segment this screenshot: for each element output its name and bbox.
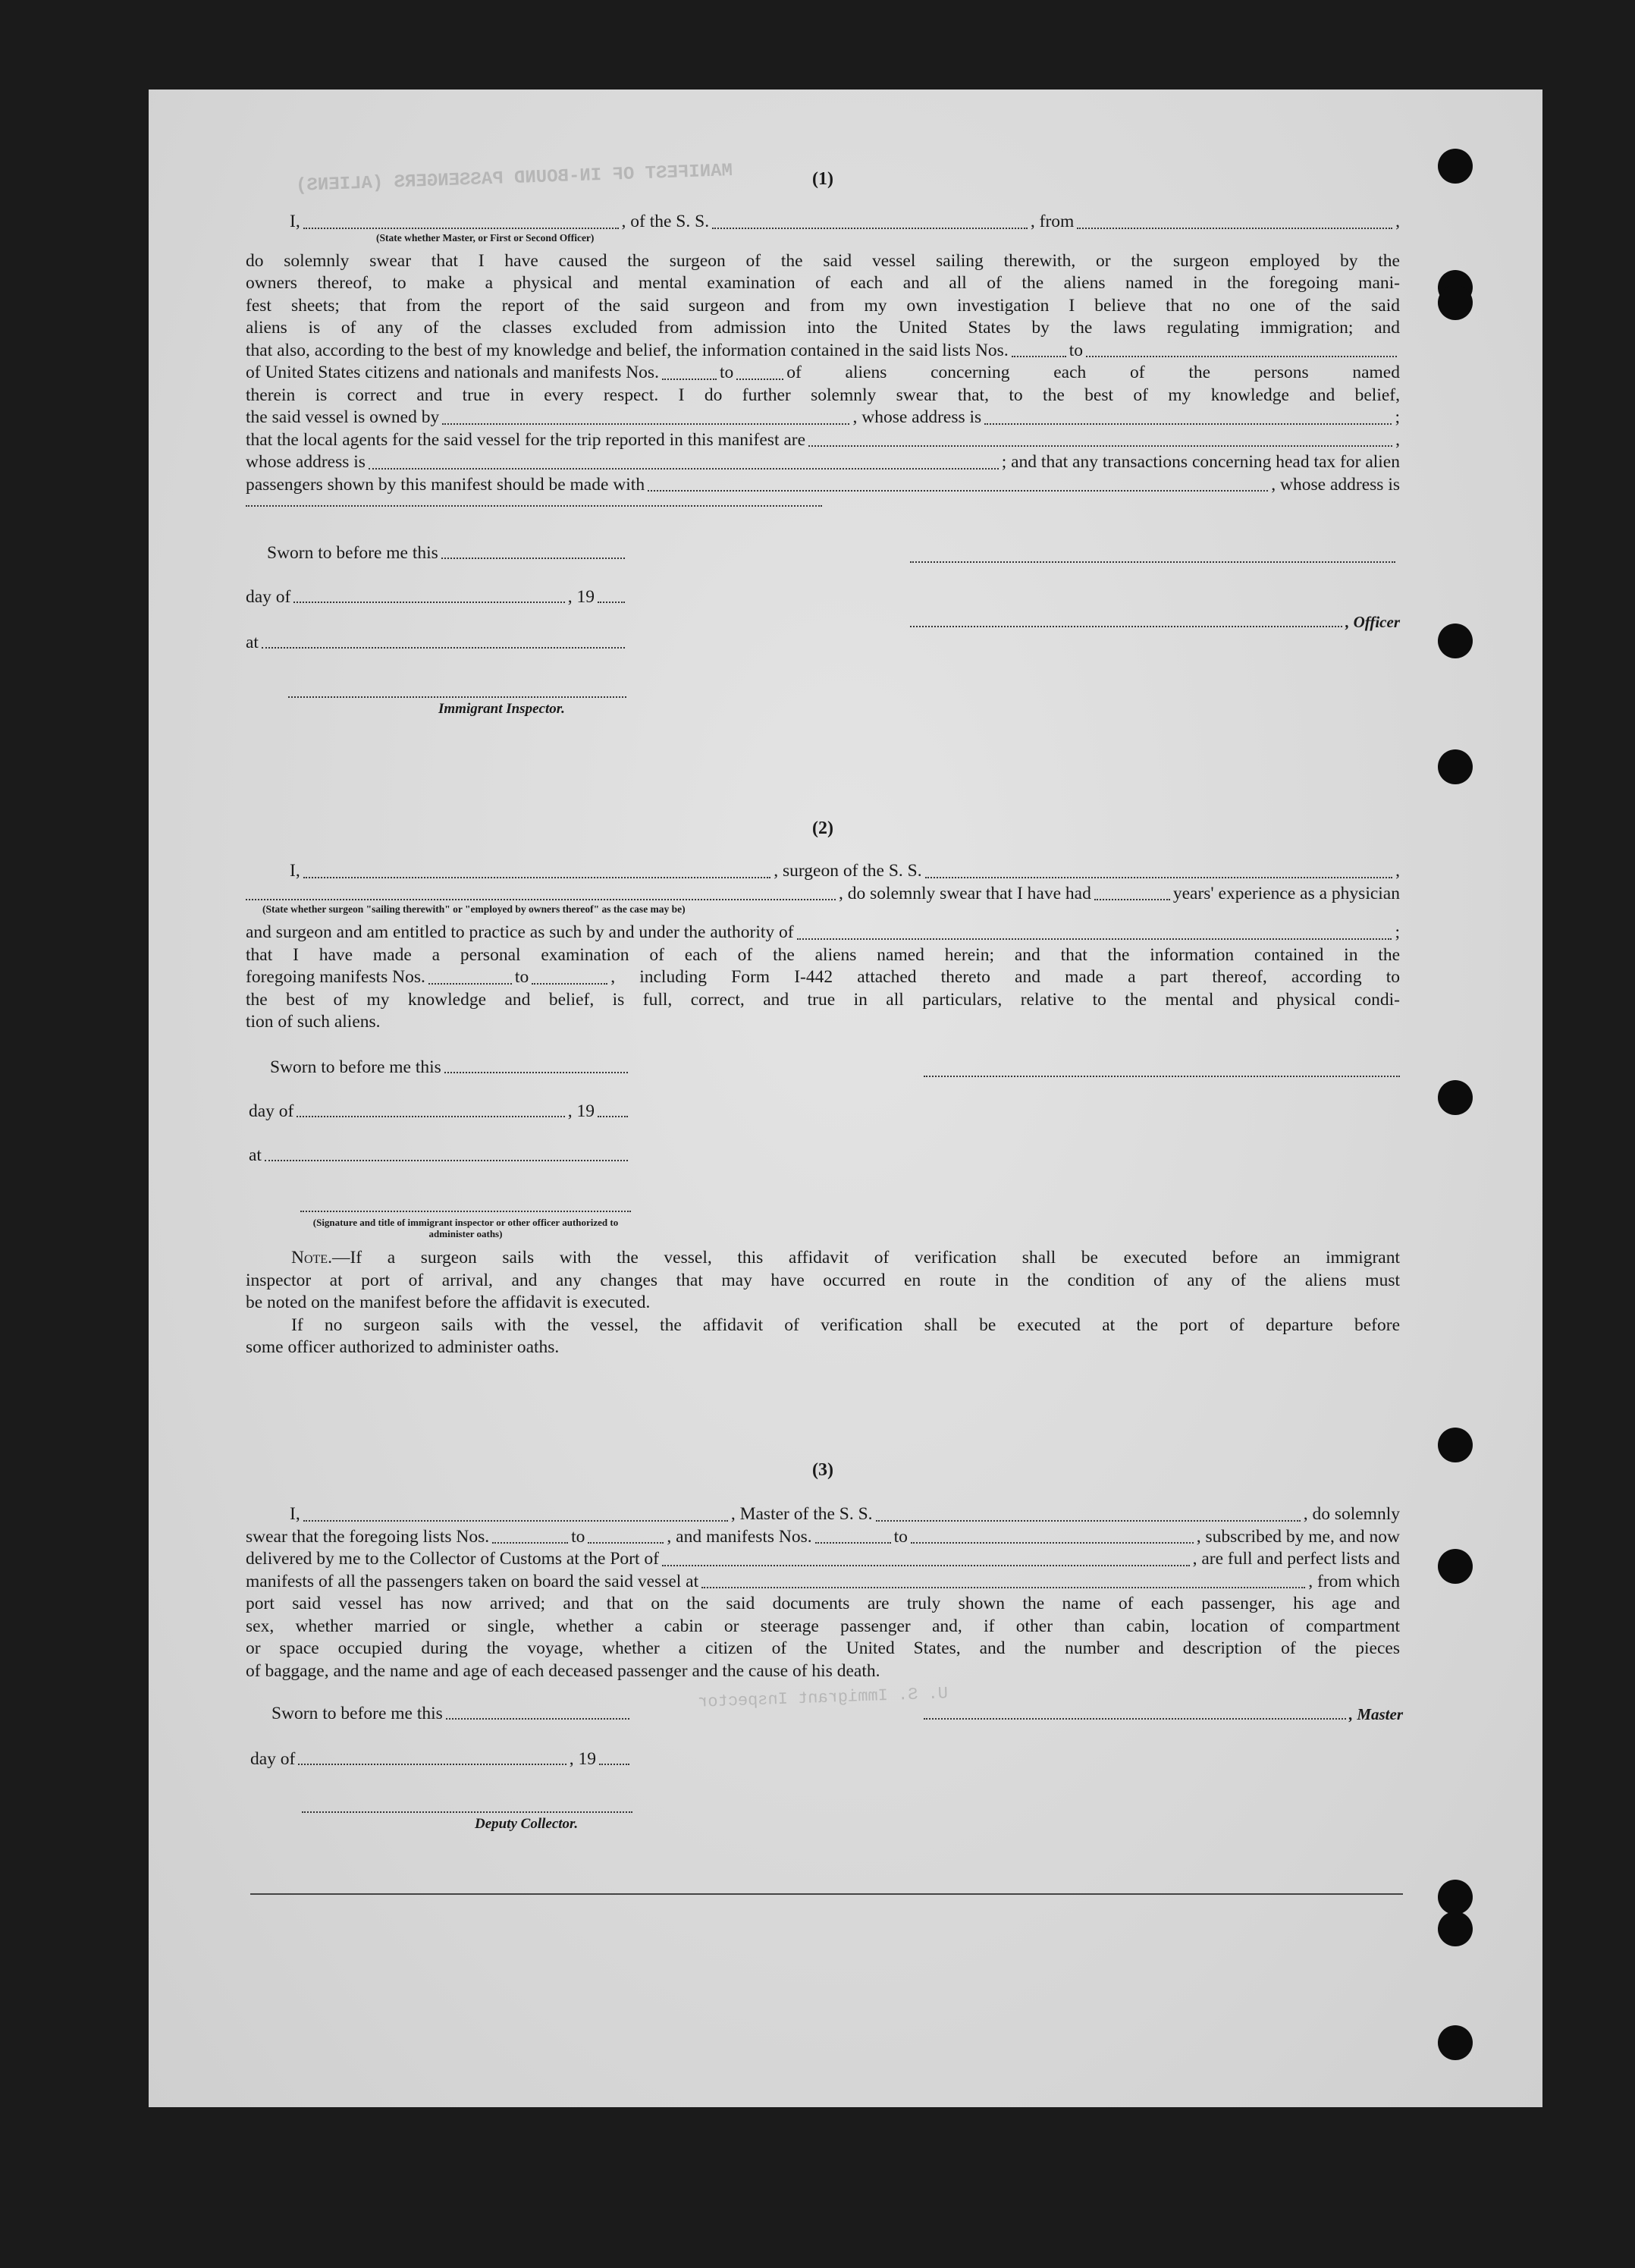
address-field-continued[interactable] [246, 505, 822, 507]
text: to [893, 1526, 908, 1547]
inspector-signature-field[interactable] [288, 696, 626, 698]
text: , from [1030, 212, 1075, 231]
manifests-from-field[interactable] [815, 1542, 891, 1544]
paragraph-line: tion of such aliens. [246, 1012, 381, 1032]
text: , including Form I-442 attached thereto and made a part thereof, according to [610, 967, 1400, 987]
head-tax-field[interactable] [648, 490, 1268, 492]
paragraph-line: be noted on the manifest before the affidavit is executed. [246, 1293, 651, 1312]
paragraph-line: port said vessel has now arrived; and that on the said documents are truly shown the name of each passenger, his age and [246, 1594, 1400, 1613]
paragraph-line: fest sheets; that from the report of the said surgeon and from my own investigation I believe that no one of the said [246, 295, 1400, 316]
field-note: (State whether Master, or First or Second Officer) [376, 231, 595, 243]
text: , [1395, 212, 1401, 231]
text: , of the S. S. [621, 212, 710, 231]
agents-address-field[interactable] [369, 468, 999, 470]
text: day of [249, 1101, 294, 1121]
bleed-through-header: MANIFEST OF IN-BOUND PASSENGERS (ALIENS) [295, 160, 733, 197]
oath-line [246, 883, 1400, 906]
bleed-through-inspector: U. S. Immigrant Inspector [697, 1684, 949, 1712]
oath-line [246, 340, 1400, 363]
paragraph-line: of baggage, and the name and age of each deceased passenger and the cause of his death. [246, 1660, 880, 1681]
text: day of [250, 1749, 296, 1769]
field-note: (State whether surgeon "sailing therewith" or "employed by owners thereof" as the case may be) [262, 903, 686, 915]
text: foregoing manifests Nos. [246, 967, 425, 987]
lists-to-field[interactable] [588, 1542, 664, 1544]
surgeon-signature-field[interactable] [924, 1076, 1400, 1077]
oath-line [246, 429, 1400, 452]
surgeon-name-field[interactable] [303, 877, 771, 878]
day-field[interactable] [297, 1116, 564, 1117]
punch-hole [1438, 1911, 1473, 1946]
paragraph-line: do solemnly swear that I have caused the surgeon of the said vessel sailing therewith, or the surgeon employed by the [246, 250, 1400, 271]
master-line [924, 1705, 1403, 1724]
text: passengers shown by this manifest should be made with [246, 474, 645, 495]
at-line [246, 633, 628, 653]
oath-line [246, 1503, 1400, 1526]
sworn-date-field[interactable] [441, 558, 625, 559]
paragraph-line: some officer authorized to administer oaths. [246, 1337, 560, 1357]
oath-line [246, 966, 1400, 989]
section-3-oath [246, 1503, 1400, 1682]
punch-hole [1438, 749, 1473, 784]
text: of aliens concerning each of the persons named [786, 363, 1400, 382]
section-3 [246, 1459, 1400, 1482]
paragraph-line: therein is correct and true in every respect. I do further solemnly swear that, to the best of my knowledge and belief, [246, 385, 1400, 405]
text: , 19 [569, 1749, 596, 1769]
text: , [1395, 861, 1401, 881]
paragraph-line: aliens is of any of the classes excluded from admission into the United States by the laws regulating immigration; and [246, 318, 1400, 338]
day-field[interactable] [298, 1764, 566, 1765]
paragraph-line: sex, whether married or single, whether a cabin or steerage passenger and, if other than cabin, location of compartment [246, 1616, 1400, 1636]
text: , 19 [567, 587, 595, 607]
text: , and manifests Nos. [667, 1526, 812, 1547]
text: ; and that any transactions concerning head tax for alien [1001, 452, 1400, 472]
section-number: (3) [812, 1460, 833, 1480]
bottom-rule [250, 1893, 1403, 1895]
text: manifests of all the passengers taken on board the said vessel at [246, 1571, 699, 1591]
signature-note: (Signature and title of immigrant inspector or other officer authorized to administer oaths) [312, 1217, 619, 1239]
text: , [1395, 429, 1400, 450]
sworn-date-field[interactable] [446, 1718, 629, 1720]
oath-line [246, 1571, 1400, 1594]
manifests-to-field[interactable] [911, 1542, 1194, 1544]
section-number: (2) [812, 818, 833, 838]
oath-line [246, 1548, 1400, 1571]
punch-hole [1438, 285, 1473, 320]
owner-field[interactable] [442, 423, 849, 425]
paragraph-line: the best of my knowledge and belief, is full, correct, and true in all particulars, relative to the mental and physical condi- [246, 989, 1400, 1010]
sworn-line [271, 1704, 632, 1724]
punch-hole [1438, 1549, 1473, 1584]
officer-name-field[interactable] [910, 626, 1342, 627]
authority-field[interactable] [797, 938, 1392, 940]
text: , whose address is [852, 407, 982, 427]
punch-hole [1438, 1880, 1473, 1915]
text: , surgeon of the S. S. [774, 861, 922, 881]
deputy-signature-field[interactable] [302, 1811, 632, 1813]
years-field[interactable] [1094, 899, 1170, 900]
manifests-from-field[interactable] [428, 983, 512, 985]
paragraph-line: If no surgeon sails with the vessel, the affidavit of verification shall be executed at the port of departure before [291, 1315, 1400, 1335]
at-line [249, 1145, 631, 1166]
text: , subscribed by me, and now [1196, 1526, 1400, 1547]
note-label: Note. [291, 1248, 332, 1268]
oath-line [246, 211, 1400, 234]
punch-hole [1438, 149, 1473, 184]
text: I, [290, 1504, 300, 1524]
year-field[interactable] [598, 602, 625, 603]
paragraph-line: that I have made a personal examination of each of the aliens named herein; and that the information contained in the [246, 944, 1400, 965]
place-field[interactable] [262, 647, 625, 649]
year-field[interactable] [599, 1764, 629, 1765]
text: I, [290, 861, 300, 881]
text: at [249, 1145, 262, 1165]
year-field[interactable] [598, 1116, 628, 1117]
sworn-date-field[interactable] [444, 1072, 628, 1073]
manifests-to-field[interactable] [736, 379, 783, 380]
master-name-field[interactable] [303, 228, 619, 229]
text: swear that the foregoing lists Nos. [246, 1526, 490, 1547]
lists-from-field[interactable] [1012, 356, 1066, 357]
section-1-oath [246, 211, 1400, 507]
text: to [1069, 340, 1083, 360]
place-field[interactable] [265, 1160, 628, 1161]
text: , from which [1308, 1571, 1400, 1591]
text: delivered by me to the Collector of Customs at the Port of [246, 1549, 659, 1569]
text: at [246, 633, 259, 652]
manifests-from-field[interactable] [662, 379, 717, 380]
text: , whose address is [1271, 474, 1400, 495]
text: ; [1395, 922, 1400, 942]
section-1 [246, 168, 1400, 191]
day-line [246, 587, 628, 608]
oath-line [246, 474, 1400, 497]
text: day of [246, 587, 291, 607]
text: —If a surgeon sails with the vessel, this affidavit of verification shall be executed before an immigrant [331, 1248, 1400, 1268]
punch-hole [1438, 1080, 1473, 1115]
text: and surgeon and am entitled to practice as such by and under the authority of [246, 922, 794, 942]
oath-line [246, 407, 1400, 429]
paragraph-line: or space occupied during the voyage, whether a citizen of the United States, and the number and description of the pieces [246, 1638, 1400, 1658]
text: , 19 [567, 1101, 595, 1121]
master-name-field[interactable] [303, 1520, 728, 1522]
text: Sworn to before me this [270, 1057, 441, 1077]
text: years' experience as a physician [1172, 883, 1400, 903]
oath-line [246, 860, 1400, 883]
section-number: (1) [812, 169, 833, 189]
boarding-port-field[interactable] [701, 1587, 1305, 1588]
local-agents-field[interactable] [808, 445, 1392, 447]
oath-line [246, 922, 1400, 944]
text: Sworn to before me this [271, 1704, 443, 1723]
surgeon-status-field[interactable] [246, 899, 836, 900]
vessel-name-field[interactable] [876, 1520, 1301, 1522]
text: ; [1395, 407, 1400, 427]
sworn-line [270, 1057, 631, 1078]
punch-hole [1438, 624, 1473, 658]
inspector-label: Immigrant Inspector. [438, 701, 565, 717]
section-2-oath [246, 860, 1400, 1034]
text: that also, according to the best of my knowledge and belief, the information contained in the said lists Nos. [246, 340, 1009, 360]
lists-from-field[interactable] [492, 1542, 568, 1544]
day-line [249, 1101, 631, 1122]
oath-paragraph [246, 250, 1400, 340]
vessel-name-field[interactable] [712, 228, 1028, 229]
officer-signature-field[interactable] [910, 561, 1395, 563]
manifests-to-field[interactable] [532, 983, 607, 985]
text: of United States citizens and nationals and manifests Nos. [246, 363, 659, 382]
master-label: , Master [1348, 1705, 1403, 1723]
master-signature-field[interactable] [924, 1718, 1346, 1720]
oath-line [246, 362, 1400, 385]
paragraph-line [246, 1247, 1400, 1270]
owner-address-field[interactable] [984, 423, 1392, 425]
punch-hole [1438, 1428, 1473, 1462]
paragraph-line: inspector at port of arrival, and any changes that may have occurred en route in the condition of any of the aliens must [246, 1270, 1400, 1290]
oath-line [246, 1526, 1400, 1549]
port-field[interactable] [662, 1565, 1190, 1566]
text: , do solemnly swear that I have had [839, 883, 1091, 903]
text: whose address is [246, 452, 366, 472]
day-field[interactable] [293, 602, 564, 603]
vessel-name-field[interactable] [925, 877, 1393, 878]
text: Sworn to before me this [267, 543, 438, 563]
text: the said vessel is owned by [246, 407, 440, 427]
oath-line [246, 451, 1400, 474]
officer-line [910, 613, 1400, 632]
sworn-line [267, 543, 628, 564]
text: , Master of the S. S. [730, 1504, 873, 1524]
officer-label: , Officer [1345, 613, 1400, 631]
section-2 [246, 818, 1400, 840]
officer-signature-field[interactable] [300, 1211, 631, 1212]
day-line [250, 1749, 632, 1770]
text: I, [290, 212, 300, 231]
deputy-label: Deputy Collector. [475, 1816, 579, 1832]
from-port-field[interactable] [1077, 228, 1392, 229]
text: to [571, 1526, 585, 1547]
paragraph-line: owners thereof, to make a physical and mental examination of each and all of the aliens named in the foregoing mani- [246, 273, 1400, 293]
text: , are full and perfect lists and [1192, 1549, 1400, 1569]
note-paragraph [246, 1247, 1400, 1359]
lists-to-field[interactable] [1086, 356, 1397, 357]
text: , do solemnly [1303, 1504, 1400, 1524]
text: to [719, 363, 734, 382]
text: to [514, 967, 529, 987]
punch-hole [1438, 2025, 1473, 2060]
text: that the local agents for the said vessel for the trip reported in this manifest are [246, 429, 806, 450]
